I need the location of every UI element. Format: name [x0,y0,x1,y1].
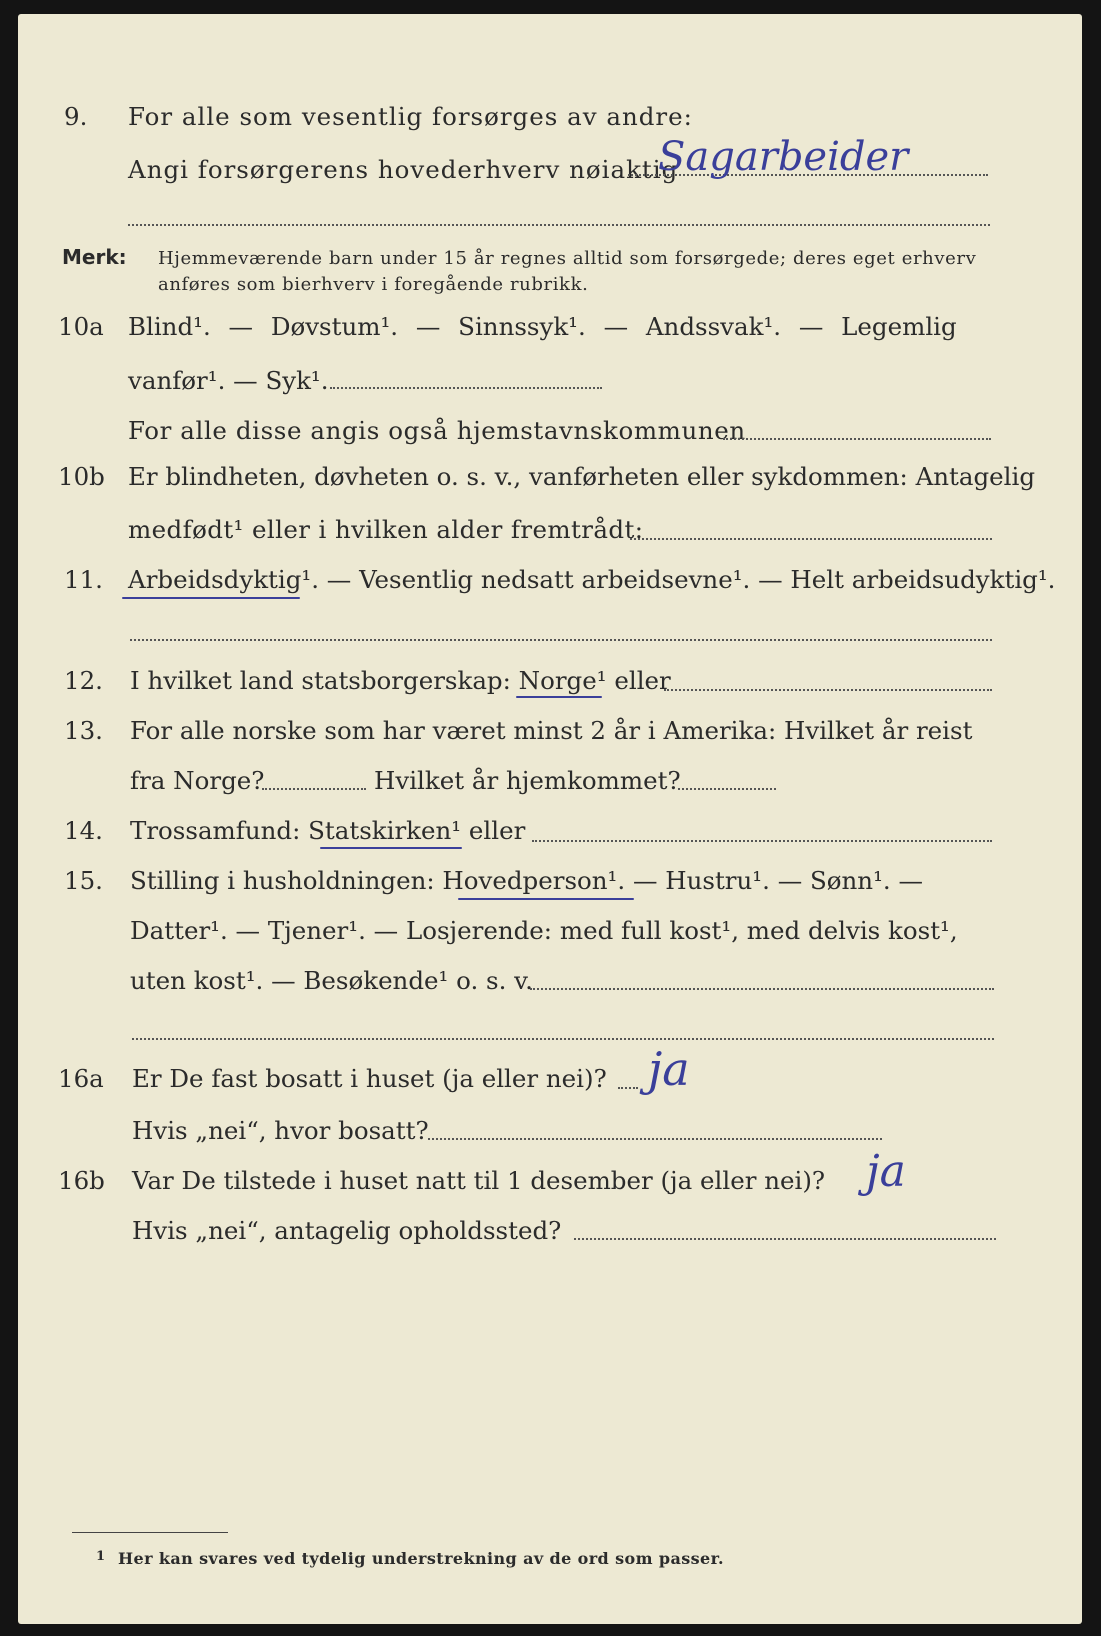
q14-number: 14. [64,816,103,845]
merk-line2: anføres som bierhverv i foregående rubrikk. [158,274,589,295]
q15-extra-dotted-line [132,1038,994,1040]
footnote-text: Her kan svares ved tydelig understrekning av de ord som passer. [118,1549,724,1568]
q9-number: 9. [64,102,88,131]
q11-number: 11. [64,565,103,594]
q16b-dotted-line [574,1238,996,1240]
q13-number: 13. [64,716,103,745]
q13-line2b: Hvilket år hjemkommet? [374,766,681,795]
q10a-hjemstavn-dotted-line [723,438,991,440]
q16b-line2: Hvis „nei“, antagelig opholdssted? [132,1216,562,1245]
merk-line1: Hjemmeværende barn under 15 år regnes alltid som forsørgede; deres eget erhverv [158,248,977,269]
footnote-mark: 1 [96,1549,106,1564]
q12-dotted-line [664,689,992,691]
q14-answer-underline [320,847,462,849]
q12-number: 12. [64,666,103,695]
q9-line2: Angi forsørgerens hovederhverv nøiaktig [128,155,679,184]
q15-number: 15. [64,866,103,895]
q13-line2a: fra Norge? [130,766,265,795]
q10b-number: 10b [58,462,105,491]
q11-extra-dotted-line [130,639,992,641]
footnote-rule [72,1532,228,1533]
q9-extra-dotted-line [128,224,990,226]
q16a-handwritten-answer: ja [648,1042,690,1096]
q12-line1: I hvilket land statsborgerskap: Norge¹ eller [130,666,671,695]
q10a-line3: For alle disse angis også hjemstavnskommunen [128,416,746,445]
q16a-line1: Er De fast bosatt i huset (ja eller nei)? [132,1064,607,1093]
q14-line1: Trossamfund: Statskirken¹ eller [130,816,526,845]
q10a-line2: vanfør¹. — Syk¹. [128,366,329,395]
q9-handwritten-answer: Sagarbeider [658,134,909,180]
q16a-number: 16a [58,1064,104,1093]
census-form-page [18,14,1082,1624]
merk-label: Merk: [62,245,127,269]
q10b-dotted-line [630,538,992,540]
q15-dotted-line [530,988,994,990]
q16b-number: 16b [58,1166,105,1195]
q16a-line2: Hvis „nei“, hvor bosatt? [132,1116,429,1145]
q16b-line1: Var De tilstede i huset natt til 1 desember (ja eller nei)? [132,1166,826,1195]
q11-answer-underline [122,597,300,599]
q13-reist-dotted-line [262,788,366,790]
q11-line1: Arbeidsdyktig¹. — Vesentlig nedsatt arbeidsevne¹. — Helt arbeidsudyktig¹. [128,565,1056,594]
q10a-number: 10a [58,312,104,341]
q9-line1: For alle som vesentlig forsørges av andre: [128,102,693,131]
q13-line1: For alle norske som har været minst 2 år i Amerika: Hvilket år reist [130,716,973,745]
q10b-line1: Er blindheten, døvheten o. s. v., vanførheten eller sykdommen: Antagelig [128,462,1036,491]
q16b-handwritten-answer: ja [866,1146,906,1197]
q15-line2: Datter¹. — Tjener¹. — Losjerende: med full kost¹, med delvis kost¹, [130,916,958,945]
q16a-bosatt-dotted-line [428,1138,882,1140]
q10b-line2: medfødt¹ eller i hvilken alder fremtrådt: [128,515,644,544]
q15-line3: uten kost¹. — Besøkende¹ o. s. v. [130,966,533,995]
q13-hjemkommet-dotted-line [678,788,776,790]
q15-line1: Stilling i husholdningen: Hovedperson¹. — Hustru¹. — Sønn¹. — [130,866,923,895]
q14-dotted-line [532,840,992,842]
q16a-dotted-line [618,1087,638,1089]
q15-answer-underline [458,898,634,900]
q10a-dotted-line [330,387,602,389]
q10a-line1: Blind¹. — Døvstum¹. — Sinnssyk¹. — Andssvak¹. — Legemlig [128,312,957,341]
q12-answer-underline [516,696,602,698]
